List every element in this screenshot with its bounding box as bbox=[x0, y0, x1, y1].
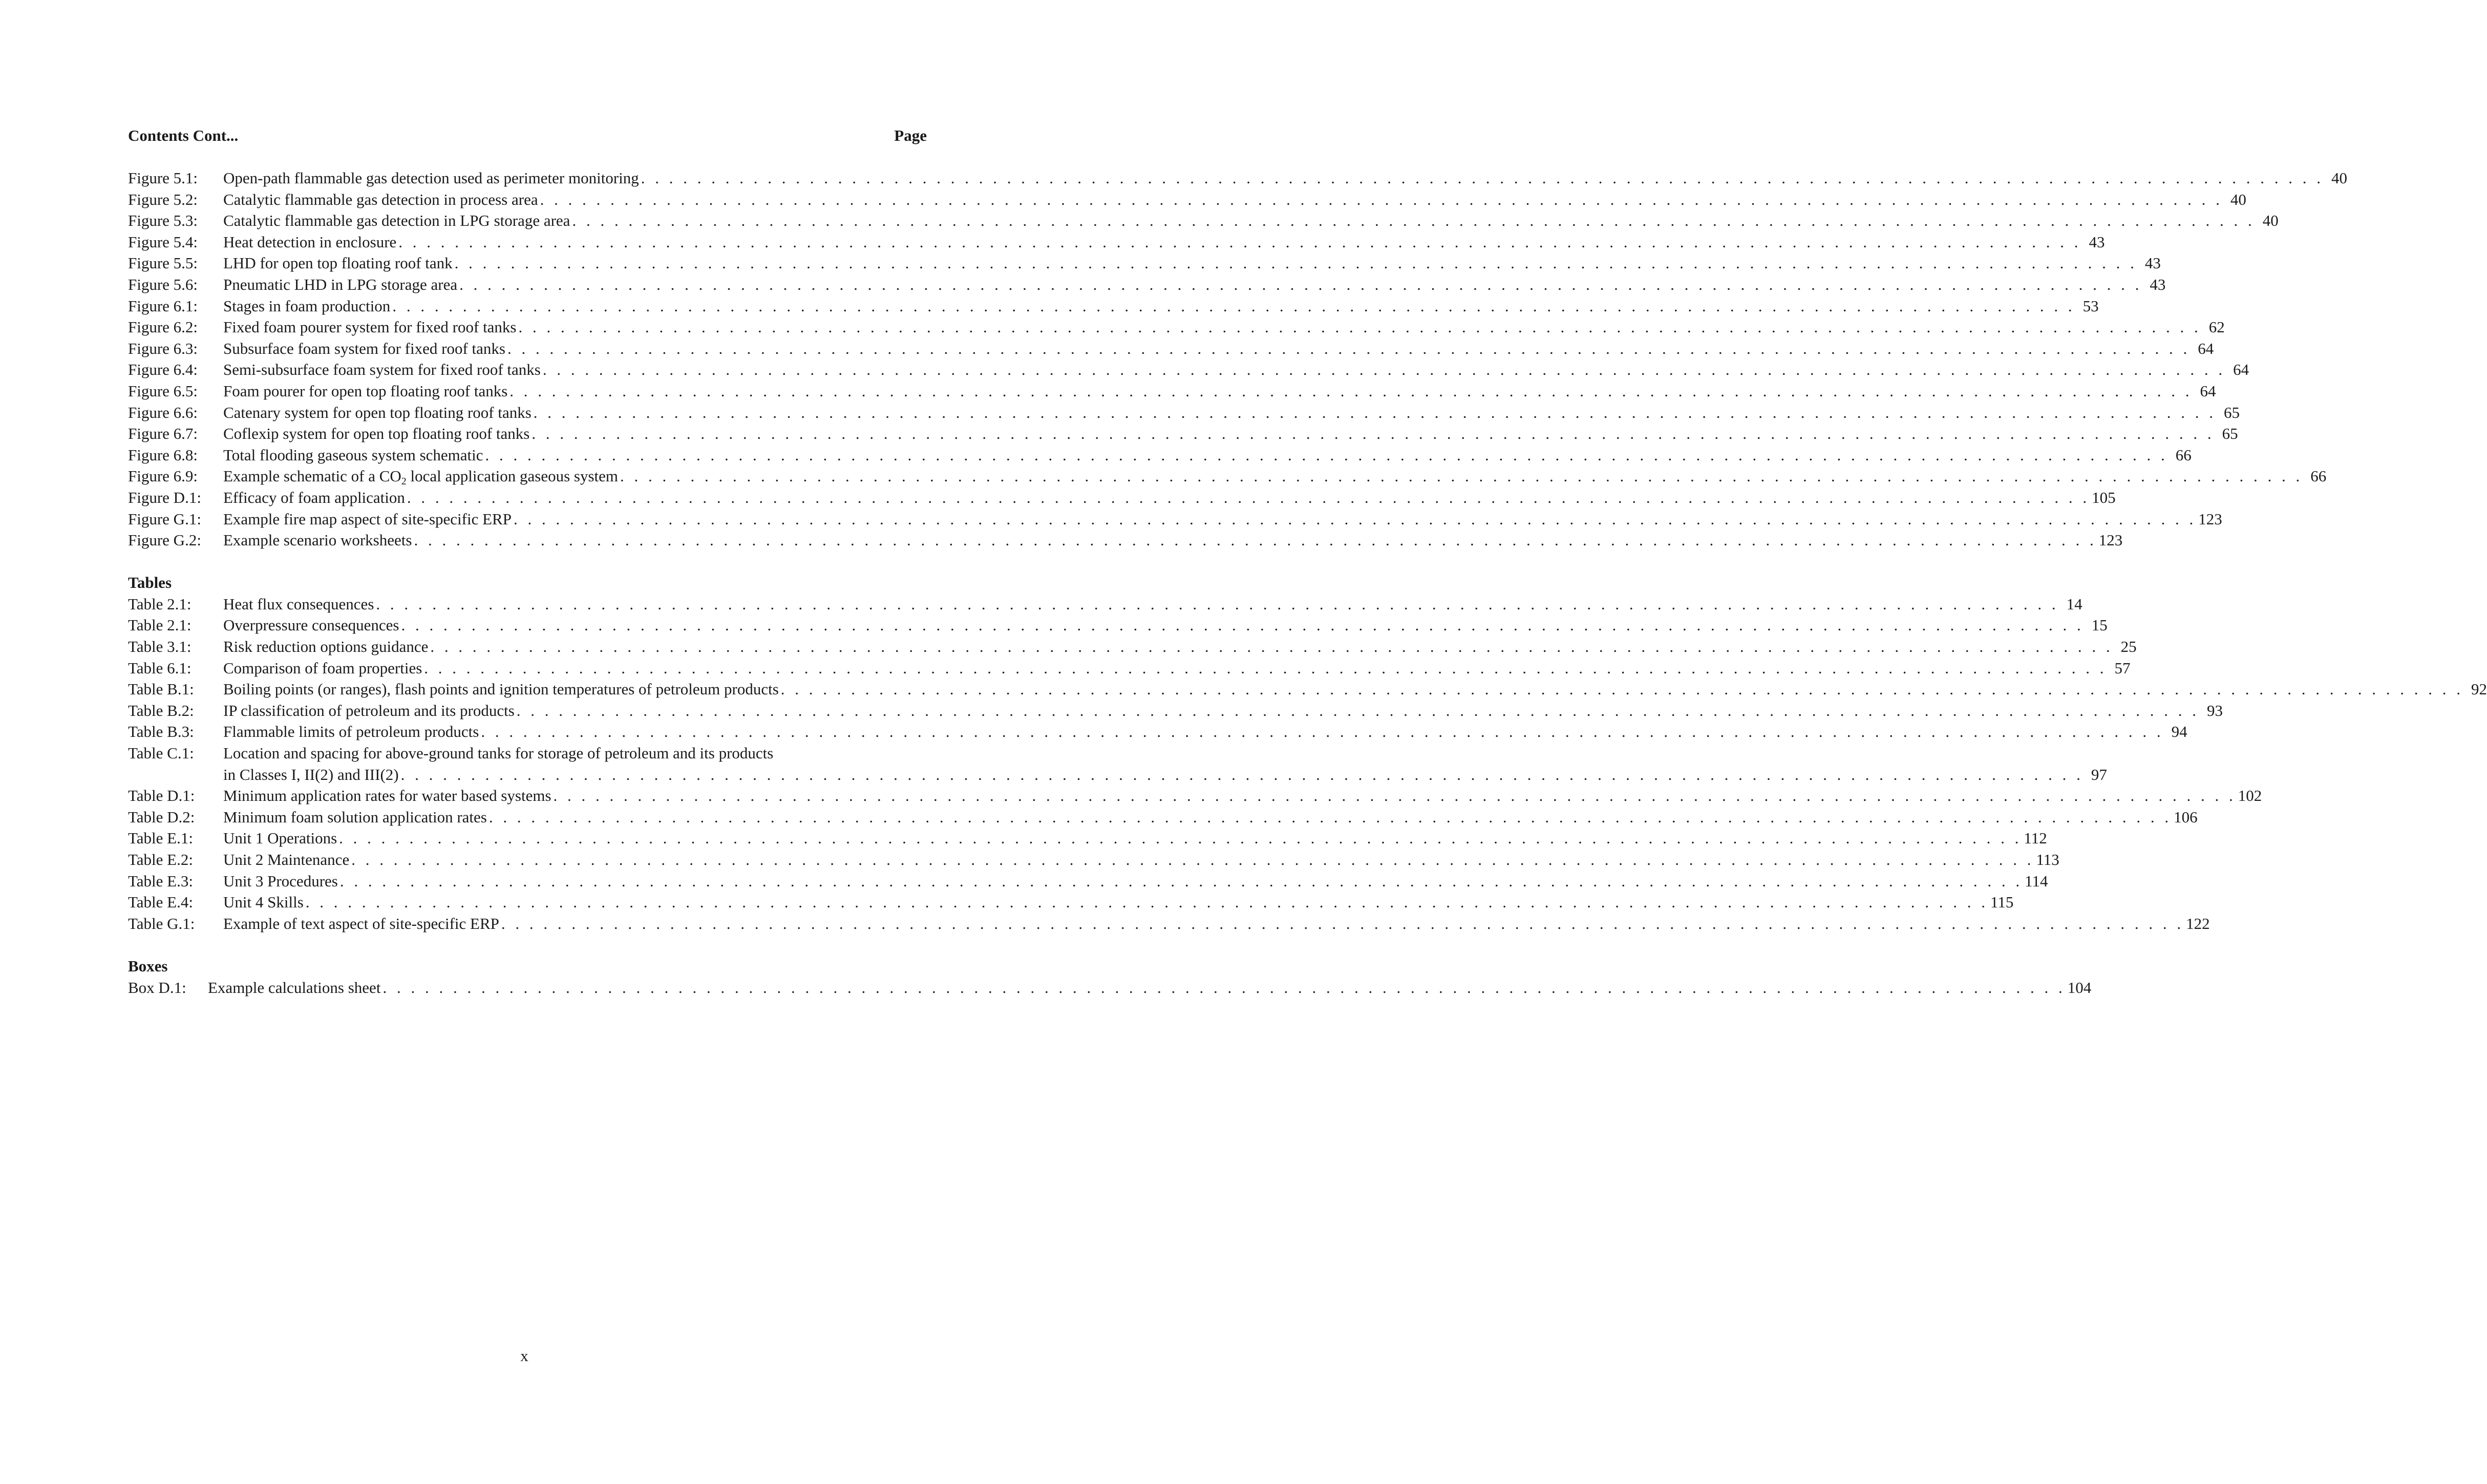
subscript: 2 bbox=[401, 476, 407, 487]
toc-entry-line bbox=[223, 487, 2116, 508]
toc-entry-page: 93 bbox=[2207, 701, 2223, 719]
toc-entry-page: 114 bbox=[2025, 872, 2048, 890]
dot-leader: . . . . . . . . . . . . . . . . . . . . . . . . . . . . . . . . . . . . . . . . . . . . . . . . . . . . . . . . . . . . . . . . . . . . . . . . . . . . . . . . . . . . . . . . . . . . . . . . . . . . . . . . . . . . . . . . . . . . . . . . bbox=[454, 254, 2137, 272]
toc-entry-line bbox=[223, 828, 2047, 849]
toc-entry-body bbox=[223, 913, 2210, 935]
toc-entry-line bbox=[223, 359, 2249, 380]
toc-entry-title: Catenary system for open top floating roof tanks bbox=[223, 403, 532, 421]
toc-entry-body bbox=[223, 252, 2161, 274]
toc-entry[interactable] bbox=[128, 658, 2131, 679]
toc-entry-body bbox=[223, 316, 2225, 338]
dot-leader: . . . . . . . . . . . . . . . . . . . . . . . . . . . . . . . . . . . . . . . . . . . . . . . . . . . . . . . . . . . . . . . . . . . . . . . . . . . . . . . . . . . . . . . . . . . . . . . . . . . . . . . . . . . . . . . . . . . . . . . . bbox=[351, 851, 2034, 868]
dot-leader: . . . . . . . . . . . . . . . . . . . . . . . . . . . . . . . . . . . . . . . . . . . . . . . . . . . . . . . . . . . . . . . . . . . . . . . . . . . . . . . . . . . . . . . . . . . . . . . . . . . . . . . . . . . . . . . . . . . . . . . . bbox=[532, 425, 2215, 443]
spacer bbox=[128, 551, 927, 573]
toc-entry[interactable] bbox=[128, 189, 2246, 210]
title-text: Example schematic of a CO bbox=[223, 467, 401, 485]
toc-entry-label: Table B.3: bbox=[128, 723, 194, 741]
toc-entry[interactable] bbox=[128, 721, 2187, 743]
toc-entry-page: 66 bbox=[2175, 446, 2192, 464]
toc-entry[interactable] bbox=[128, 359, 2249, 380]
toc-entry-page: 15 bbox=[2091, 616, 2108, 634]
toc-entry-title: Subsurface foam system for fixed roof tanks bbox=[223, 339, 505, 357]
toc-entry-line bbox=[223, 849, 2059, 871]
toc-entry[interactable] bbox=[128, 295, 2099, 317]
toc-entry-title: Example calculations sheet bbox=[208, 978, 381, 997]
toc-entry-title: Example fire map aspect of site-specific ERP bbox=[223, 510, 512, 528]
toc-entry-label: Figure 6.2: bbox=[128, 318, 198, 336]
toc-entry[interactable] bbox=[128, 849, 2059, 871]
toc-entry-title: Example scenario worksheets bbox=[223, 531, 412, 549]
toc-entry-label: Figure 6.1: bbox=[128, 296, 198, 315]
toc-entry-page: 105 bbox=[2092, 488, 2116, 506]
toc-entry-title: Comparison of foam properties bbox=[223, 659, 422, 677]
toc-entry-page: 25 bbox=[2120, 638, 2137, 656]
toc-entry[interactable] bbox=[128, 614, 2108, 636]
toc-entry-body bbox=[223, 658, 2131, 679]
toc-entry-line bbox=[223, 529, 2123, 551]
dot-leader: . . . . . . . . . . . . . . . . . . . . . . . . . . . . . . . . . . . . . . . . . . . . . . . . . . . . . . . . . . . . . . . . . . . . . . . . . . . . . . . . . . . . . . . . . . . . . . . . . . . . . . . . . . . . . . . . . . . . . . . . bbox=[400, 765, 2084, 783]
toc-entry[interactable] bbox=[128, 977, 2092, 999]
toc-entry[interactable] bbox=[128, 871, 2048, 892]
contents-title: Contents Cont... bbox=[128, 126, 239, 144]
toc-entry-page: 14 bbox=[2066, 595, 2082, 613]
toc-entry[interactable] bbox=[128, 892, 2014, 913]
toc-entry-label: Box D.1: bbox=[128, 978, 186, 997]
toc-entry-line bbox=[223, 743, 927, 764]
toc-entry-body bbox=[223, 828, 2047, 849]
dot-leader: . . . . . . . . . . . . . . . . . . . . . . . . . . . . . . . . . . . . . . . . . . . . . . . . . . . . . . . . . . . . . . . . . . . . . . . . . . . . . . . . . . . . . . . . . . . . . . . . . . . . . . . . . . . . . . . . . . . . . . . . bbox=[481, 723, 2164, 741]
toc-entry-page: 104 bbox=[2067, 978, 2092, 997]
toc-entry-page: 43 bbox=[2150, 275, 2166, 293]
toc-entry-label: Table E.4: bbox=[128, 893, 193, 911]
toc-entry[interactable] bbox=[128, 785, 2262, 807]
tables-list bbox=[128, 593, 2487, 935]
toc-entry[interactable] bbox=[128, 636, 2137, 658]
toc-entry[interactable] bbox=[128, 743, 2107, 785]
dot-leader: . . . . . . . . . . . . . . . . . . . . . . . . . . . . . . . . . . . . . . . . . . . . . . . . . . . . . . . . . . . . . . . . . . . . . . . . . . . . . . . . . . . . . . . . . . . . . . . . . . . . . . . . . . . . . . . . . . . . . . . . bbox=[488, 808, 2172, 826]
page-column-label: Page bbox=[894, 126, 927, 144]
dot-leader: . . . . . . . . . . . . . . . . . . . . . . . . . . . . . . . . . . . . . . . . . . . . . . . . . . . . . . . . . . . . . . . . . . . . . . . . . . . . . . . . . . . . . . . . . . . . . . . . . . . . . . . . . . . . . . . . . . . . . . . . bbox=[424, 659, 2107, 677]
toc-entry-title: Unit 3 Procedures bbox=[223, 872, 338, 890]
toc-entry-label: Figure 6.8: bbox=[128, 446, 198, 464]
boxes-heading: Boxes bbox=[128, 957, 168, 975]
toc-entry-title: Overpressure consequences bbox=[223, 616, 399, 634]
toc-entry-line bbox=[223, 764, 2107, 786]
toc-entry-title: Example of text aspect of site-specific ERP bbox=[223, 914, 499, 932]
toc-entry-label: Table 6.1: bbox=[128, 659, 192, 677]
toc-entry-line bbox=[223, 380, 2216, 402]
dot-leader: . . . . . . . . . . . . . . . . . . . . . . . . . . . . . . . . . . . . . . . . . . . . . . . . . . . . . . . . . . . . . . . . . . . . . . . . . . . . . . . . . . . . . . . . . . . . . . . . . . . . . . . . . . . . . . . . . . . . . . . . bbox=[509, 381, 2193, 400]
dot-leader: . . . . . . . . . . . . . . . . . . . . . . . . . . . . . . . . . . . . . . . . . . . . . . . . . . . . . . . . . . . . . . . . . . . . . . . . . . . . . . . . . . . . . . . . . . . . . . . . . . . . . . . . . . . . . . . . . . . . . . . . bbox=[513, 510, 2197, 528]
toc-entry[interactable] bbox=[128, 700, 2223, 722]
toc-entry[interactable] bbox=[128, 444, 2192, 466]
toc-entry-body bbox=[223, 700, 2223, 722]
toc-entry-page: 40 bbox=[2262, 211, 2279, 230]
toc-entry-body bbox=[223, 380, 2216, 402]
toc-entry-title: Heat flux consequences bbox=[223, 595, 374, 613]
toc-entry-body bbox=[223, 338, 2214, 359]
toc-entry-label: Figure 5.6: bbox=[128, 275, 198, 293]
toc-entry-page: 113 bbox=[2036, 851, 2059, 868]
toc-entry-page: 64 bbox=[2200, 381, 2216, 400]
toc-entry-page: 40 bbox=[2230, 190, 2246, 208]
toc-entry-body bbox=[223, 871, 2048, 892]
toc-entry-page: 112 bbox=[2024, 829, 2047, 847]
dot-leader: . . . . . . . . . . . . . . . . . . . . . . . . . . . . . . . . . . . . . . . . . . . . . . . . . . . . . . . . . . . . . . . . . . . . . . . . . . . . . . . . . . . . . . . . . . . . . . . . . . . . . . . . . . . . . . . . . . . . . . . . bbox=[376, 595, 2059, 613]
toc-entry-body bbox=[223, 785, 2262, 807]
toc-entry-label: Figure 6.6: bbox=[128, 403, 198, 421]
toc-entry-page: 123 bbox=[2098, 531, 2123, 549]
toc-entry-body bbox=[223, 593, 2082, 615]
title-text: local application gaseous system bbox=[406, 467, 619, 485]
dot-leader: . . . . . . . . . . . . . . . . . . . . . . . . . . . . . . . . . . . . . . . . . . . . . . . . . . . . . . . . . . . . . . . . . . . . . . . . . . . . . . . . . . . . . . . . . . . . . . . . . . . . . . . . . . . . . . . . . . . . . . . . bbox=[398, 232, 2081, 251]
toc-entry-page: 106 bbox=[2174, 808, 2198, 826]
dot-leader: . . . . . . . . . . . . . . . . . . . . . . . . . . . . . . . . . . . . . . . . . . . . . . . . . . . . . . . . . . . . . . . . . . . . . . . . . . . . . . . . . . . . . . . . . . . . . . . . . . . . . . . . . . . . . . . . . . . . . . . . bbox=[542, 361, 2226, 379]
toc-entry[interactable] bbox=[128, 380, 2216, 402]
toc-entry-body bbox=[223, 444, 2192, 466]
toc-entry-label: Table D.1: bbox=[128, 787, 195, 805]
toc-entry[interactable] bbox=[128, 529, 2123, 551]
toc-entry-body bbox=[223, 508, 2222, 530]
toc-entry-title: Catalytic flammable gas detection in process area bbox=[223, 190, 538, 208]
toc-entry-page: 43 bbox=[2144, 254, 2161, 272]
toc-entry-body bbox=[223, 721, 2187, 743]
toc-entry-title: IP classification of petroleum and its products bbox=[223, 701, 515, 719]
toc-entry-label: Figure 5.1: bbox=[128, 169, 198, 187]
toc-entry-line bbox=[223, 892, 2014, 913]
toc-entry-line bbox=[223, 231, 2105, 253]
toc-entry-page: 40 bbox=[2331, 169, 2348, 187]
toc-entry-title: Location and spacing for above-ground tanks for storage of petroleum and its products bbox=[223, 744, 774, 762]
toc-entry[interactable] bbox=[128, 593, 2082, 615]
toc-entry-body bbox=[223, 636, 2137, 658]
toc-entry-title: Open-path flammable gas detection used as perimeter monitoring bbox=[223, 169, 639, 187]
toc-entry-title: Fixed foam pourer system for fixed roof tanks bbox=[223, 318, 517, 336]
toc-entry-title: LHD for open top floating roof tank bbox=[223, 254, 453, 272]
toc-entry-body bbox=[223, 743, 2107, 785]
toc-entry-title: Efficacy of foam application bbox=[223, 488, 405, 506]
dot-leader: . . . . . . . . . . . . . . . . . . . . . . . . . . . . . . . . . . . . . . . . . . . . . . . . . . . . . . . . . . . . . . . . . . . . . . . . . . . . . . . . . . . . . . . . . . . . . . . . . . . . . . . . . . . . . . . . . . . . . . . . bbox=[459, 275, 2142, 293]
toc-entry-line bbox=[223, 508, 2222, 530]
toc-entry-body bbox=[223, 849, 2059, 871]
toc-entry-line bbox=[208, 977, 2092, 999]
toc-entry-page: 64 bbox=[2233, 361, 2249, 379]
toc-entry-body bbox=[223, 465, 2327, 487]
toc-entry-line bbox=[223, 274, 2166, 295]
toc-entry-label: Table E.3: bbox=[128, 872, 193, 890]
dot-leader: . . . . . . . . . . . . . . . . . . . . . . . . . . . . . . . . . . . . . . . . . . . . . . . . . . . . . . . . . . . . . . . . . . . . . . . . . . . . . . . . . . . . . . . . . . . . . . . . . . . . . . . . . . . . . . . . . . . . . . . . bbox=[572, 211, 2255, 230]
toc-entry-page: 43 bbox=[2089, 232, 2105, 251]
toc-entry-page: 62 bbox=[2208, 318, 2225, 336]
toc-entry-label: Figure G.2: bbox=[128, 531, 201, 549]
toc-entry-title: Unit 2 Maintenance bbox=[223, 851, 350, 868]
dot-leader: . . . . . . . . . . . . . . . . . . . . . . . . . . . . . . . . . . . . . . . . . . . . . . . . . . . . . . . . . . . . . . . . . . . . . . . . . . . . . . . . . . . . . . . . . . . . . . . . . . . . . . . . . . . . . . . . . . . . . . . . bbox=[430, 638, 2113, 656]
toc-entry[interactable] bbox=[128, 807, 2198, 828]
toc-entry-title: Catalytic flammable gas detection in LPG storage area bbox=[223, 211, 570, 230]
toc-entry-body bbox=[223, 679, 2487, 700]
toc-entry-page: 92 bbox=[2471, 680, 2487, 698]
toc-entry-line bbox=[223, 807, 2198, 828]
toc-entry-title: Coflexip system for open top floating roof tanks bbox=[223, 425, 530, 443]
toc-entry-title: Pneumatic LHD in LPG storage area bbox=[223, 275, 458, 293]
toc-entry-line bbox=[223, 913, 2210, 935]
toc-entry-line bbox=[223, 423, 2238, 444]
toc-entry-page: 94 bbox=[2171, 723, 2187, 741]
dot-leader: . . . . . . . . . . . . . . . . . . . . . . . . . . . . . . . . . . . . . . . . . . . . . . . . . . . . . . . . . . . . . . . . . . . . . . . . . . . . . . . . . . . . . . . . . . . . . . . . . . . . . . . . . . . . . . . . . . . . . . . . bbox=[620, 467, 2303, 485]
dot-leader: . . . . . . . . . . . . . . . . . . . . . . . . . . . . . . . . . . . . . . . . . . . . . . . . . . . . . . . . . . . . . . . . . . . . . . . . . . . . . . . . . . . . . . . . . . . . . . . . . . . . . . . . . . . . . . . . . . . . . . . . bbox=[641, 169, 2324, 187]
toc-entry-label: Table B.1: bbox=[128, 680, 194, 698]
toc-entry-page: 123 bbox=[2198, 510, 2222, 528]
toc-entry-line bbox=[223, 679, 2487, 700]
dot-leader: . . . . . . . . . . . . . . . . . . . . . . . . . . . . . . . . . . . . . . . . . . . . . . . . . . . . . . . . . . . . . . . . . . . . . . . . . . . . . . . . . . . . . . . . . . . . . . . . . . . . . . . . . . . . . . . . . . . . . . . . bbox=[485, 446, 2168, 464]
toc-entry[interactable] bbox=[128, 338, 2214, 359]
contents-page bbox=[128, 125, 2487, 998]
toc-entry-title: in Classes I, II(2) and III(2) bbox=[223, 765, 399, 783]
toc-entry-line bbox=[223, 167, 2348, 189]
toc-entry-body bbox=[223, 892, 2014, 913]
toc-entry-title: Stages in foam production bbox=[223, 296, 391, 315]
toc-entry-line bbox=[223, 465, 2327, 487]
toc-entry-title: Risk reduction options guidance bbox=[223, 638, 429, 656]
dot-leader: . . . . . . . . . . . . . . . . . . . . . . . . . . . . . . . . . . . . . . . . . . . . . . . . . . . . . . . . . . . . . . . . . . . . . . . . . . . . . . . . . . . . . . . . . . . . . . . . . . . . . . . . . . . . . . . . . . . . . . . . bbox=[407, 488, 2090, 506]
toc-entry-line bbox=[223, 402, 2240, 423]
toc-entry-body bbox=[223, 274, 2166, 295]
toc-entry-line bbox=[223, 593, 2082, 615]
toc-entry-line bbox=[223, 210, 2279, 231]
dot-leader: . . . . . . . . . . . . . . . . . . . . . . . . . . . . . . . . . . . . . . . . . . . . . . . . . . . . . . . . . . . . . . . . . . . . . . . . . . . . . . . . . . . . . . . . . . . . . . . . . . . . . . . . . . . . . . . . . . . . . . . . bbox=[518, 318, 2201, 336]
toc-entry-label: Figure 5.2: bbox=[128, 190, 198, 208]
toc-entry-body bbox=[223, 402, 2240, 423]
toc-entry-title: Heat detection in enclosure bbox=[223, 232, 397, 251]
dot-leader: . . . . . . . . . . . . . . . . . . . . . . . . . . . . . . . . . . . . . . . . . . . . . . . . . . . . . . . . . . . . . . . . . . . . . . . . . . . . . . . . . . . . . . . . . . . . . . . . . . . . . . . . . . . . . . . . . . . . . . . . bbox=[533, 403, 2217, 421]
toc-entry-label: Figure 5.5: bbox=[128, 254, 198, 272]
toc-entry-line bbox=[223, 871, 2048, 892]
toc-entry-label: Figure G.1: bbox=[128, 510, 201, 528]
spacer bbox=[128, 934, 927, 956]
toc-entry-line bbox=[223, 189, 2246, 210]
toc-entry-title: Minimum application rates for water based systems bbox=[223, 787, 551, 805]
toc-entry-body bbox=[223, 614, 2108, 636]
boxes-list bbox=[128, 977, 2092, 999]
toc-entry-page: 64 bbox=[2198, 339, 2214, 357]
toc-entry-label: Figure 6.4: bbox=[128, 361, 198, 379]
toc-entry-label: Table E.2: bbox=[128, 851, 193, 868]
toc-entry-label: Figure 6.5: bbox=[128, 381, 198, 400]
toc-entry-line bbox=[223, 700, 2223, 722]
toc-entry-label: Table E.1: bbox=[128, 829, 193, 847]
toc-entry-line bbox=[223, 316, 2225, 338]
figures-list bbox=[128, 167, 2348, 551]
toc-entry-page: 65 bbox=[2222, 425, 2238, 443]
toc-entry[interactable] bbox=[128, 913, 2210, 935]
toc-entry-line bbox=[223, 658, 2131, 679]
toc-entry-body bbox=[223, 487, 2116, 508]
dot-leader: . . . . . . . . . . . . . . . . . . . . . . . . . . . . . . . . . . . . . . . . . . . . . . . . . . . . . . . . . . . . . . . . . . . . . . . . . . . . . . . . . . . . . . . . . . . . . . . . . . . . . . . . . . . . . . . . . . . . . . . . bbox=[507, 339, 2191, 357]
toc-entry-title: Unit 1 Operations bbox=[223, 829, 337, 847]
toc-entry-page: 53 bbox=[2082, 296, 2099, 315]
toc-entry[interactable] bbox=[128, 231, 2105, 253]
toc-entry-title: Flammable limits of petroleum products bbox=[223, 723, 479, 741]
toc-entry-body bbox=[223, 231, 2105, 253]
dot-leader: . . . . . . . . . . . . . . . . . . . . . . . . . . . . . . . . . . . . . . . . . . . . . . . . . . . . . . . . . . . . . . . . . . . . . . . . . . . . . . . . . . . . . . . . . . . . . . . . . . . . . . . . . . . . . . . . . . . . . . . . bbox=[382, 978, 2066, 997]
toc-entry[interactable] bbox=[128, 210, 2279, 231]
toc-entry-title: Total flooding gaseous system schematic bbox=[223, 446, 483, 464]
toc-entry[interactable] bbox=[128, 274, 2166, 295]
toc-entry-label: Figure 6.3: bbox=[128, 339, 198, 357]
toc-entry[interactable] bbox=[128, 167, 2348, 189]
dot-leader: . . . . . . . . . . . . . . . . . . . . . . . . . . . . . . . . . . . . . . . . . . . . . . . . . . . . . . . . . . . . . . . . . . . . . . . . . . . . . . . . . . . . . . . . . . . . . . . . . . . . . . . . . . . . . . . . . . . . . . . . bbox=[339, 829, 2022, 847]
toc-entry-body bbox=[223, 423, 2238, 444]
dot-leader: . . . . . . . . . . . . . . . . . . . . . . . . . . . . . . . . . . . . . . . . . . . . . . . . . . . . . . . . . . . . . . . . . . . . . . . . . . . . . . . . . . . . . . . . . . . . . . . . . . . . . . . . . . . . . . . . . . . . . . . . bbox=[305, 893, 1989, 911]
toc-entry-line bbox=[223, 295, 2099, 317]
toc-entry-label: Table B.2: bbox=[128, 701, 194, 719]
dot-leader: . . . . . . . . . . . . . . . . . . . . . . . . . . . . . . . . . . . . . . . . . . . . . . . . . . . . . . . . . . . . . . . . . . . . . . . . . . . . . . . . . . . . . . . . . . . . . . . . . . . . . . . . . . . . . . . . . . . . . . . . bbox=[501, 914, 2184, 932]
toc-entry-body bbox=[223, 210, 2279, 231]
toc-entry-body bbox=[223, 295, 2099, 317]
toc-entry-line bbox=[223, 614, 2108, 636]
toc-entry-body bbox=[223, 167, 2348, 189]
toc-entry-line bbox=[223, 252, 2161, 274]
toc-entry-title bbox=[223, 465, 618, 487]
toc-entry-page: 102 bbox=[2238, 787, 2262, 805]
toc-entry-label: Figure 6.7: bbox=[128, 425, 198, 443]
toc-entry-label: Table 2.1: bbox=[128, 616, 192, 634]
dot-leader: . . . . . . . . . . . . . . . . . . . . . . . . . . . . . . . . . . . . . . . . . . . . . . . . . . . . . . . . . . . . . . . . . . . . . . . . . . . . . . . . . . . . . . . . . . . . . . . . . . . . . . . . . . . . . . . . . . . . . . . . bbox=[339, 872, 2023, 890]
toc-entry[interactable] bbox=[128, 679, 2487, 700]
toc-entry-label: Table C.1: bbox=[128, 744, 194, 762]
toc-entry[interactable] bbox=[128, 316, 2225, 338]
dot-leader: . . . . . . . . . . . . . . . . . . . . . . . . . . . . . . . . . . . . . . . . . . . . . . . . . . . . . . . . . . . . . . . . . . . . . . . . . . . . . . . . . . . . . . . . . . . . . . . . . . . . . . . . . . . . . . . . . . . . . . . . bbox=[516, 701, 2200, 719]
toc-entry-body bbox=[208, 977, 2092, 999]
toc-entry-label: Table G.1: bbox=[128, 914, 195, 932]
toc-entry-line bbox=[223, 636, 2137, 658]
dot-leader: . . . . . . . . . . . . . . . . . . . . . . . . . . . . . . . . . . . . . . . . . . . . . . . . . . . . . . . . . . . . . . . . . . . . . . . . . . . . . . . . . . . . . . . . . . . . . . . . . . . . . . . . . . . . . . . . . . . . . . . . bbox=[540, 190, 2223, 208]
page-number: x bbox=[520, 1347, 528, 1365]
toc-entry-body bbox=[223, 807, 2198, 828]
toc-entry-title: Boiling points (or ranges), flash points and ignition temperatures of petroleum products bbox=[223, 680, 779, 698]
toc-entry-line bbox=[223, 721, 2187, 743]
toc-entry-body bbox=[223, 359, 2249, 380]
tables-heading: Tables bbox=[128, 574, 172, 592]
contents-header bbox=[128, 125, 927, 146]
toc-entry-page: 97 bbox=[2091, 765, 2107, 783]
toc-entry[interactable] bbox=[128, 465, 2327, 487]
toc-entry-label: Table 2.1: bbox=[128, 595, 192, 613]
toc-entry-page: 115 bbox=[1990, 893, 2014, 911]
toc-entry[interactable] bbox=[128, 828, 2047, 849]
dot-leader: . . . . . . . . . . . . . . . . . . . . . . . . . . . . . . . . . . . . . . . . . . . . . . . . . . . . . . . . . . . . . . . . . . . . . . . . . . . . . . . . . . . . . . . . . . . . . . . . . . . . . . . . . . . . . . . . . . . . . . . . bbox=[392, 296, 2075, 315]
toc-entry-title: Unit 4 Skills bbox=[223, 893, 304, 911]
toc-entry-label: Table 3.1: bbox=[128, 638, 192, 656]
toc-entry[interactable] bbox=[128, 252, 2161, 274]
toc-entry-page: 66 bbox=[2310, 467, 2327, 485]
dot-leader: . . . . . . . . . . . . . . . . . . . . . . . . . . . . . . . . . . . . . . . . . . . . . . . . . . . . . . . . . . . . . . . . . . . . . . . . . . . . . . . . . . . . . . . . . . . . . . . . . . . . . . . . . . . . . . . . . . . . . . . . bbox=[780, 680, 2464, 698]
dot-leader: . . . . . . . . . . . . . . . . . . . . . . . . . . . . . . . . . . . . . . . . . . . . . . . . . . . . . . . . . . . . . . . . . . . . . . . . . . . . . . . . . . . . . . . . . . . . . . . . . . . . . . . . . . . . . . . . . . . . . . . . bbox=[401, 616, 2084, 634]
toc-entry-body bbox=[223, 529, 2123, 551]
toc-entry-label: Figure 5.3: bbox=[128, 211, 198, 230]
toc-entry-title: Minimum foam solution application rates bbox=[223, 808, 487, 826]
toc-entry-page: 65 bbox=[2224, 403, 2240, 421]
toc-entry-line bbox=[223, 785, 2262, 807]
toc-entry-label: Table D.2: bbox=[128, 808, 195, 826]
toc-entry[interactable] bbox=[128, 423, 2238, 444]
toc-entry-line bbox=[223, 338, 2214, 359]
toc-entry-label: Figure D.1: bbox=[128, 488, 201, 506]
dot-leader: . . . . . . . . . . . . . . . . . . . . . . . . . . . . . . . . . . . . . . . . . . . . . . . . . . . . . . . . . . . . . . . . . . . . . . . . . . . . . . . . . . . . . . . . . . . . . . . . . . . . . . . . . . . . . . . . . . . . . . . . bbox=[414, 531, 2097, 549]
toc-entry-body bbox=[223, 189, 2246, 210]
toc-entry-title: Semi-subsurface foam system for fixed roof tanks bbox=[223, 361, 541, 379]
toc-entry-title: Foam pourer for open top floating roof tanks bbox=[223, 381, 508, 400]
toc-entry-page: 57 bbox=[2114, 659, 2131, 677]
toc-entry[interactable] bbox=[128, 402, 2240, 423]
toc-entry-page: 122 bbox=[2186, 914, 2210, 932]
toc-entry[interactable] bbox=[128, 487, 2116, 508]
dot-leader: . . . . . . . . . . . . . . . . . . . . . . . . . . . . . . . . . . . . . . . . . . . . . . . . . . . . . . . . . . . . . . . . . . . . . . . . . . . . . . . . . . . . . . . . . . . . . . . . . . . . . . . . . . . . . . . . . . . . . . . . bbox=[553, 787, 2236, 805]
toc-entry-line bbox=[223, 444, 2192, 466]
toc-entry-label: Figure 5.4: bbox=[128, 232, 198, 251]
toc-entry-label: Figure 6.9: bbox=[128, 467, 198, 485]
toc-entry[interactable] bbox=[128, 508, 2222, 530]
